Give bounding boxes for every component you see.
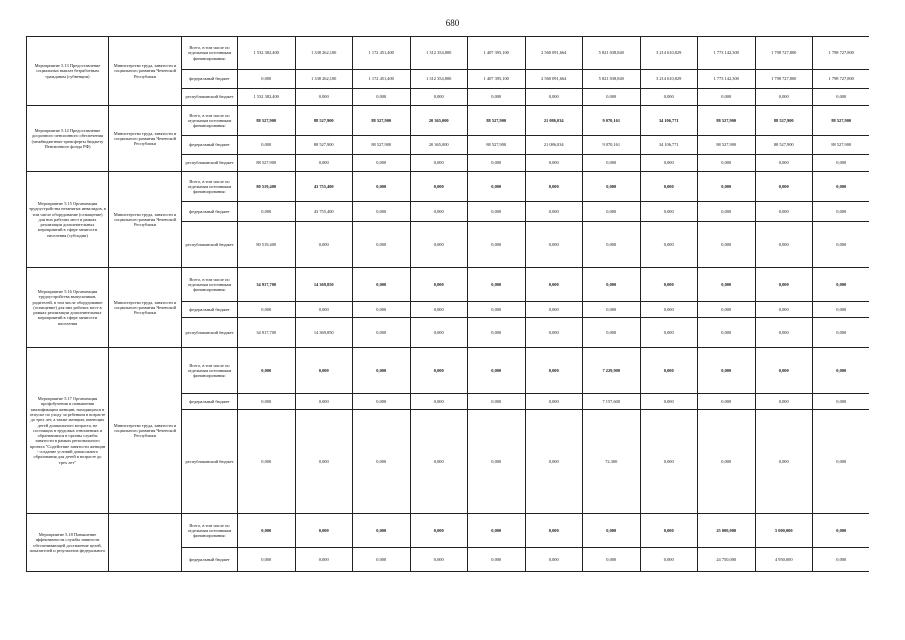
amount-cell: 0,000 [410, 202, 468, 222]
executor-cell: Министерство труда, занятости и социального развития Чеченской Республики [109, 348, 182, 514]
amount-cell: 1 532 382,400 [238, 37, 296, 70]
amount-cell: 0,000 [583, 202, 641, 222]
amount-cell: 21 086,034 [525, 106, 583, 136]
amount-cell: 0,000 [353, 202, 411, 222]
event-name-cell: Мероприятие 5.13 Предоставление социальных выплат безработным гражданам (субвенции) [27, 37, 109, 106]
amount-cell: 34 917,700 [238, 268, 296, 302]
funding-source-cell: Всего, в том числе по отдельным источникам финансирования: [182, 172, 238, 202]
amount-cell: 72,300 [583, 410, 641, 514]
amount-cell: 0,000 [468, 89, 526, 106]
amount-cell: 0,000 [640, 410, 698, 514]
funding-source-cell: республиканский бюджет [182, 89, 238, 106]
amount-cell: 0,000 [468, 514, 526, 548]
amount-cell: 7 157,600 [583, 394, 641, 410]
amount-cell: 0,000 [813, 394, 870, 410]
amount-cell: 1 407 395,100 [468, 70, 526, 89]
amount-cell: 25 000,000 [698, 514, 756, 548]
amount-cell: 0,000 [353, 155, 411, 172]
amount-cell: 80 519,400 [238, 172, 296, 202]
amount-cell: 14 369,850 [295, 268, 353, 302]
funding-source-cell: федеральный бюджет [182, 548, 238, 572]
amount-cell: 0,000 [583, 155, 641, 172]
amount-cell: 88 527,900 [468, 106, 526, 136]
amount-cell: 0,000 [410, 89, 468, 106]
funding-source-cell: Всего, в том числе по отдельным источникам финансирования: [182, 348, 238, 394]
amount-cell: 0,000 [410, 348, 468, 394]
amount-cell: 0,000 [353, 548, 411, 572]
amount-cell: 0,000 [295, 394, 353, 410]
amount-cell: 0,000 [640, 172, 698, 202]
amount-cell: 0,000 [410, 172, 468, 202]
amount-cell: 0,000 [238, 394, 296, 410]
amount-cell: 0,000 [468, 410, 526, 514]
amount-cell: 0,000 [353, 318, 411, 348]
funding-source-cell: федеральный бюджет [182, 302, 238, 318]
amount-cell: 0,000 [525, 548, 583, 572]
amount-cell: 5 821 038,840 [583, 37, 641, 70]
funding-source-cell: федеральный бюджет [182, 70, 238, 89]
amount-cell: 0,000 [238, 410, 296, 514]
amount-cell: 88 527,900 [698, 136, 756, 155]
amount-cell: 0,000 [698, 318, 756, 348]
amount-cell: 88 527,900 [468, 136, 526, 155]
amount-cell: 0,000 [640, 89, 698, 106]
amount-cell: 0,000 [295, 348, 353, 394]
amount-cell: 9 070,161 [583, 136, 641, 155]
amount-cell: 0,000 [353, 394, 411, 410]
amount-cell: 0,000 [238, 302, 296, 318]
amount-cell: 0,000 [698, 89, 756, 106]
amount-cell: 43 755,400 [295, 202, 353, 222]
amount-cell: 0,000 [813, 89, 870, 106]
amount-cell: 1 407 395,100 [468, 37, 526, 70]
amount-cell: 0,000 [410, 268, 468, 302]
amount-cell: 5 821 038,840 [583, 70, 641, 89]
funding-source-cell: республиканский бюджет [182, 318, 238, 348]
funding-source-cell: Всего, в том числе по отдельным источникам финансирования: [182, 514, 238, 548]
table-row [27, 172, 870, 202]
amount-cell: 0,000 [410, 410, 468, 514]
amount-cell: 1 172 451,400 [353, 37, 411, 70]
budget-table [26, 36, 869, 572]
amount-cell: 21 086,034 [525, 136, 583, 155]
amount-cell: 0,000 [410, 155, 468, 172]
amount-cell: 0,000 [640, 222, 698, 268]
amount-cell: 20 365,000 [410, 136, 468, 155]
amount-cell: 1 798 727,800 [755, 70, 813, 89]
amount-cell: 0,000 [353, 348, 411, 394]
executor-cell: Министерство труда, занятости и социального развития Чеченской Республики [109, 37, 182, 106]
amount-cell: 0,000 [813, 514, 870, 548]
amount-cell: 0,000 [583, 514, 641, 548]
amount-cell: 14 369,850 [295, 318, 353, 348]
amount-cell: 0,000 [755, 318, 813, 348]
amount-cell: 0,000 [295, 410, 353, 514]
amount-cell: 0,000 [698, 222, 756, 268]
amount-cell: 0,000 [813, 318, 870, 348]
amount-cell: 0,000 [295, 222, 353, 268]
amount-cell: 88 527,900 [295, 106, 353, 136]
amount-cell: 88 527,900 [813, 106, 870, 136]
amount-cell: 9 070,161 [583, 106, 641, 136]
event-name-cell: Мероприятие 5.15 Организация трудоустройства незанятых инвалидов, в том числе оборудование (оснащение) для них рабочих мест в рамках реализации дополнительных мероприятий в сфере занятости населения (субсидии) [27, 172, 109, 268]
amount-cell: 2 560 091,664 [525, 70, 583, 89]
amount-cell: 0,000 [583, 222, 641, 268]
table-row [27, 268, 870, 302]
amount-cell: 0,000 [410, 514, 468, 548]
amount-cell: 0,000 [295, 155, 353, 172]
amount-cell: 0,000 [583, 268, 641, 302]
amount-cell: 88 527,900 [353, 106, 411, 136]
amount-cell: 34 106,771 [640, 136, 698, 155]
amount-cell: 0,000 [525, 514, 583, 548]
table-row [27, 514, 870, 548]
amount-cell: 1 798 727,800 [813, 70, 870, 89]
amount-cell: 0,000 [295, 89, 353, 106]
amount-cell: 0,000 [813, 268, 870, 302]
amount-cell: 0,000 [468, 348, 526, 394]
amount-cell: 2 560 091,664 [525, 37, 583, 70]
amount-cell: 0,000 [468, 222, 526, 268]
amount-cell: 0,000 [640, 268, 698, 302]
funding-source-cell: республиканский бюджет [182, 410, 238, 514]
amount-cell: 0,000 [583, 318, 641, 348]
amount-cell: 88 527,900 [698, 106, 756, 136]
amount-cell: 0,000 [755, 172, 813, 202]
amount-cell: 0,000 [525, 268, 583, 302]
amount-cell: 88 527,900 [755, 106, 813, 136]
amount-cell: 0,000 [813, 548, 870, 572]
amount-cell: 3 214 610,829 [640, 37, 698, 70]
amount-cell: 0,000 [353, 410, 411, 514]
event-name-cell: Мероприятие 5.17 Организация профобучения и повышения квалификации женщин, находящихся в отпуске по уходу за ребенком в возрасте до трех лет, а также женщин, имеющих детей дошкольного возраста, не состоящих в трудовых отношениях и обратившихся в органы службы занятости в рамках регионального проекта "Содействие занятости женщин - создание условий дошкольного образования для детей в возрасте до трех лет" [27, 348, 109, 514]
amount-cell: 1 312 354,800 [410, 37, 468, 70]
amount-cell: 88 527,900 [238, 155, 296, 172]
amount-cell: 0,000 [295, 302, 353, 318]
amount-cell: 0,000 [698, 155, 756, 172]
table-row [27, 37, 870, 70]
amount-cell: 0,000 [698, 410, 756, 514]
table-row [27, 106, 870, 136]
amount-cell: 5 000,000 [755, 514, 813, 548]
amount-cell: 0,000 [525, 410, 583, 514]
amount-cell: 0,000 [640, 514, 698, 548]
amount-cell: 0,000 [525, 318, 583, 348]
amount-cell: 0,000 [813, 222, 870, 268]
amount-cell: 0,000 [755, 155, 813, 172]
amount-cell: 0,000 [468, 202, 526, 222]
executor-cell: Министерство труда, занятости и социального развития Чеченской Республики [109, 106, 182, 172]
amount-cell: 0,000 [640, 302, 698, 318]
amount-cell: 0,000 [525, 202, 583, 222]
amount-cell: 1 798 727,800 [813, 37, 870, 70]
amount-cell: 3 214 610,829 [640, 70, 698, 89]
table-row [27, 348, 870, 394]
amount-cell: 1 338 262,100 [295, 37, 353, 70]
amount-cell: 0,000 [238, 202, 296, 222]
amount-cell: 0,000 [525, 302, 583, 318]
amount-cell: 34 917,700 [238, 318, 296, 348]
amount-cell: 24 750,000 [698, 548, 756, 572]
amount-cell: 0,000 [353, 222, 411, 268]
amount-cell: 0,000 [525, 172, 583, 202]
amount-cell: 0,000 [583, 548, 641, 572]
amount-cell: 0,000 [640, 318, 698, 348]
amount-cell: 1 773 142,300 [698, 70, 756, 89]
funding-source-cell: Всего, в том числе по отдельным источникам финансирования: [182, 37, 238, 70]
amount-cell: 0,000 [410, 302, 468, 318]
amount-cell: 0,000 [410, 548, 468, 572]
amount-cell: 0,000 [468, 268, 526, 302]
amount-cell: 0,000 [583, 89, 641, 106]
amount-cell: 0,000 [468, 318, 526, 348]
amount-cell: 0,000 [468, 394, 526, 410]
funding-source-cell: республиканский бюджет [182, 222, 238, 268]
amount-cell: 0,000 [755, 410, 813, 514]
funding-source-cell: федеральный бюджет [182, 394, 238, 410]
amount-cell: 0,000 [353, 89, 411, 106]
amount-cell: 1 338 262,100 [295, 70, 353, 89]
amount-cell: 0,000 [525, 89, 583, 106]
amount-cell: 0,000 [353, 172, 411, 202]
amount-cell: 0,000 [525, 155, 583, 172]
amount-cell: 0,000 [468, 172, 526, 202]
amount-cell: 0,000 [583, 172, 641, 202]
amount-cell: 0,000 [813, 302, 870, 318]
funding-source-cell: федеральный бюджет [182, 202, 238, 222]
amount-cell: 88 527,900 [238, 106, 296, 136]
amount-cell: 0,000 [813, 410, 870, 514]
amount-cell: 0,000 [353, 302, 411, 318]
amount-cell: 0,000 [755, 394, 813, 410]
amount-cell: 0,000 [468, 302, 526, 318]
amount-cell: 88 527,900 [295, 136, 353, 155]
funding-source-cell: Всего, в том числе по отдельным источникам финансирования: [182, 106, 238, 136]
amount-cell: 0,000 [410, 222, 468, 268]
executor-cell: Министерство труда, занятости и социального развития Чеченской Республики [109, 172, 182, 268]
amount-cell: 0,000 [640, 202, 698, 222]
funding-source-cell: Всего, в том числе по отдельным источникам финансирования: [182, 268, 238, 302]
amount-cell: 1 798 727,800 [755, 37, 813, 70]
amount-cell: 88 527,900 [813, 136, 870, 155]
amount-cell: 4 950,000 [755, 548, 813, 572]
funding-source-cell: республиканский бюджет [182, 155, 238, 172]
amount-cell: 0,000 [698, 348, 756, 394]
amount-cell: 0,000 [755, 302, 813, 318]
amount-cell: 0,000 [525, 394, 583, 410]
amount-cell: 0,000 [755, 348, 813, 394]
amount-cell: 0,000 [640, 548, 698, 572]
amount-cell: 0,000 [410, 394, 468, 410]
amount-cell: 1 172 451,400 [353, 70, 411, 89]
amount-cell: 0,000 [583, 302, 641, 318]
executor-cell: Министерство труда, занятости и социального развития Чеченской Республики [109, 268, 182, 348]
amount-cell: 80 519,400 [238, 222, 296, 268]
event-name-cell: Мероприятие 5.16 Организация трудоустройства выпускников, родителей, в том числе оборудование (оснащение) для них рабочих мест в рамках реализации дополнительных мероприятий в сфере занятости населения [27, 268, 109, 348]
amount-cell: 0,000 [353, 514, 411, 548]
amount-cell: 0,000 [468, 155, 526, 172]
amount-cell: 1 532 382,400 [238, 89, 296, 106]
amount-cell: 7 229,900 [583, 348, 641, 394]
event-name-cell: Мероприятие 5.18 Повышение эффективности службы занятости обеспечивающей достижение целей, показателей и результатов федерального [27, 514, 109, 572]
amount-cell: 0,000 [755, 202, 813, 222]
amount-cell: 0,000 [295, 548, 353, 572]
amount-cell: 0,000 [468, 548, 526, 572]
amount-cell: 0,000 [525, 348, 583, 394]
amount-cell: 1 312 354,800 [410, 70, 468, 89]
amount-cell: 20 365,000 [410, 106, 468, 136]
amount-cell: 0,000 [353, 268, 411, 302]
amount-cell: 0,000 [813, 155, 870, 172]
amount-cell: 0,000 [295, 514, 353, 548]
amount-cell: 0,000 [410, 318, 468, 348]
amount-cell: 0,000 [698, 202, 756, 222]
amount-cell: 0,000 [698, 302, 756, 318]
amount-cell: 43 755,400 [295, 172, 353, 202]
amount-cell: 0,000 [640, 394, 698, 410]
amount-cell: 0,000 [640, 155, 698, 172]
amount-cell: 0,000 [238, 348, 296, 394]
amount-cell: 0,000 [698, 394, 756, 410]
amount-cell: 0,000 [640, 348, 698, 394]
amount-cell: 0,000 [813, 348, 870, 394]
amount-cell: 88 527,900 [755, 136, 813, 155]
amount-cell: 0,000 [813, 172, 870, 202]
page-number: 680 [445, 18, 460, 28]
amount-cell: 0,000 [813, 202, 870, 222]
amount-cell: 0,000 [238, 136, 296, 155]
executor-cell [109, 514, 182, 572]
amount-cell: 0,000 [238, 548, 296, 572]
budget-table-area [26, 36, 869, 586]
amount-cell: 0,000 [755, 222, 813, 268]
event-name-cell: Мероприятие 5.14 Предоставление досрочного пенсионного обеспечения (межбюджетные трансферты бюджету Пенсионного фонда РФ) [27, 106, 109, 172]
amount-cell: 0,000 [755, 89, 813, 106]
amount-cell: 0,000 [698, 268, 756, 302]
amount-cell: 1 773 142,300 [698, 37, 756, 70]
funding-source-cell: федеральный бюджет [182, 136, 238, 155]
amount-cell: 0,000 [698, 172, 756, 202]
table-body [27, 37, 870, 572]
amount-cell: 0,000 [525, 222, 583, 268]
amount-cell: 88 527,900 [353, 136, 411, 155]
amount-cell: 34 106,771 [640, 106, 698, 136]
amount-cell: 0,000 [755, 268, 813, 302]
amount-cell: 0,000 [238, 514, 296, 548]
amount-cell: 0,000 [238, 70, 296, 89]
